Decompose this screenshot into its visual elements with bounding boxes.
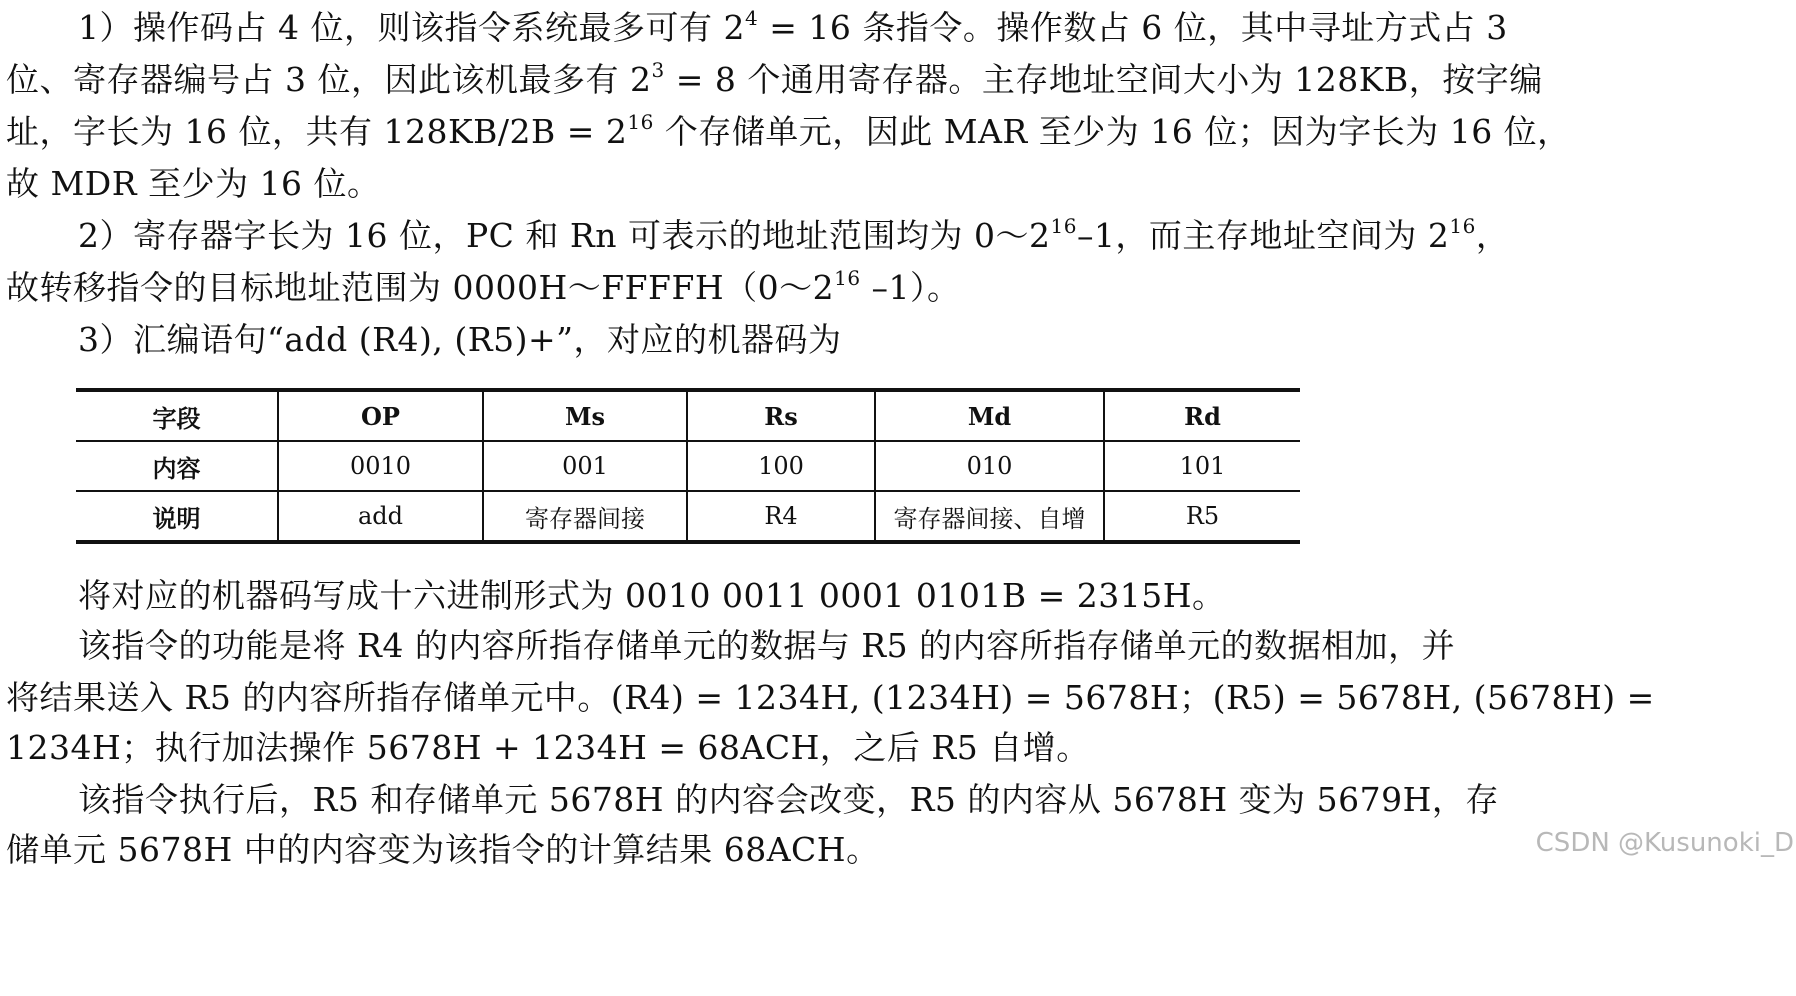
table-cell: 寄存器间接 xyxy=(483,491,687,542)
table-row-desc xyxy=(76,491,1300,542)
para1-line3: 址，字长为 16 位，共有 $128KB/2B = 2^{16}$ 个存储单元，因此 MAR 至少为 16 位；因为字长为 16 位， xyxy=(6,110,1571,151)
para1-line1: 1）操作码占 4 位，则该指令系统最多可有 $2^4 = 16$ 条指令。操作数占 6 位，其中寻址方式占 3 xyxy=(78,6,1508,47)
table-cell: R4 xyxy=(687,491,875,542)
csdn-watermark: CSDN @Kusunoki_D xyxy=(1535,828,1794,858)
para1-line4: 故 MDR 至少为 16 位。 xyxy=(6,164,381,203)
table-cell: OP xyxy=(278,390,483,441)
table-row-content xyxy=(76,441,1300,491)
para5-line2: 将结果送入 R5 的内容所指存储单元中。(R4) = 1234H, (1234H) = 5678H；(R5) = 5678H, (5678H) = xyxy=(6,678,1655,717)
table-cell: 内容 xyxy=(76,441,278,491)
table-cell: 100 xyxy=(687,441,875,491)
para6-line1: 该指令执行后，R5 和存储单元 5678H 的内容会改变，R5 的内容从 5678H 变为 5679H，存 xyxy=(78,780,1499,819)
table-cell: Ms xyxy=(483,390,687,441)
machine-code-table xyxy=(76,388,1300,544)
table-cell: 001 xyxy=(483,441,687,491)
para1-line2: 位、寄存器编号占 3 位，因此该机最多有 $2^3 = 8$ 个通用寄存器。主存地址空间大小为 128KB，按字编 xyxy=(6,58,1543,99)
table-cell: Md xyxy=(875,390,1104,441)
table-header-row xyxy=(76,390,1300,441)
table-cell: 说明 xyxy=(76,491,278,542)
table-cell: 寄存器间接、自增 xyxy=(875,491,1104,542)
table-cell: add xyxy=(278,491,483,542)
para5-line1: 该指令的功能是将 R4 的内容所指存储单元的数据与 R5 的内容所指存储单元的数据相加，并 xyxy=(78,626,1456,665)
para3-line1: 3）汇编语句“add (R4), (R5)+”，对应的机器码为 xyxy=(78,320,842,359)
table-cell: 0010 xyxy=(278,441,483,491)
table-cell: Rd xyxy=(1104,390,1300,441)
para2-line2: 故转移指令的目标地址范围为 $0000H\sim FFFFH(0\sim 2^{16}$ –1）。 xyxy=(6,266,961,307)
table-cell: Rs xyxy=(687,390,875,441)
para2-line1: 2）寄存器字长为 16 位，PC 和 Rn 可表示的地址范围均为 $0\sim 2^{16}-1$，而主存地址空间为 $2^{16}$， xyxy=(78,214,1510,255)
table-cell: R5 xyxy=(1104,491,1300,542)
para5-line3: 1234H；执行加法操作 5678H + 1234H = 68ACH，之后 R5 自增。 xyxy=(6,728,1090,767)
para4-line1: 将对应的机器码写成十六进制形式为 0010 0011 0001 0101B = 2315H。 xyxy=(78,576,1226,615)
table-cell: 101 xyxy=(1104,441,1300,491)
table-cell: 字段 xyxy=(76,390,278,441)
para6-line2: 储单元 5678H 中的内容变为该指令的计算结果 68ACH。 xyxy=(6,830,880,869)
table-cell: 010 xyxy=(875,441,1104,491)
